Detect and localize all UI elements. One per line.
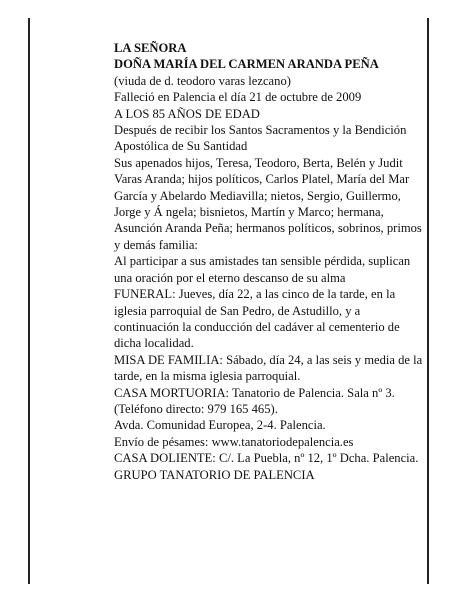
mourning-home-paragraph: CASA DOLIENTE: C/. La Puebla, nº 12, 1º Dcha. Palencia. <box>114 451 419 466</box>
family-mass-paragraph: MISA DE FAMILIA: Sábado, día 24, a las seis y media de la tarde, en la misma iglesia parroquial. <box>114 352 423 384</box>
notice-header-title: LA SEÑORA <box>114 41 187 55</box>
funeral-paragraph: FUNERAL: Jueves, día 22, a las cinco de la tarde, en la iglesia parroquial de San Pedro, de Astudillo, y a continuación la conducción del cadáver al cementerio de dicha localidad. <box>114 287 400 351</box>
left-border-rule <box>28 18 30 584</box>
condolences-line: Envío de pésames: www.tanatoriodepalencia.es <box>114 434 354 449</box>
address-line: Avda. Comunidad Europea, 2-4. Palencia. <box>114 418 326 433</box>
deceased-name: DOÑA MARÍA DEL CARMEN ARANDA PEÑA <box>114 57 379 72</box>
obituary-notice <box>114 40 426 483</box>
widow-of-line: (viuda de d. teodoro varas lezcano) <box>114 73 291 88</box>
death-date-line: Falleció en Palencia el día 21 de octubre de 2009 <box>114 90 362 105</box>
prayer-request-paragraph: Al participar a sus amistades tan sensible pérdida, suplican una oración por el eterno descanso de su alma <box>114 254 411 285</box>
family-paragraph: Sus apenados hijos, Teresa, Teodoro, Berta, Belén y Judit Varas Aranda; hijos políticos, Carlos Platel, María del Mar García y Abelardo Mediavilla; nietos, Sergio, Guillermo, Jorge y Á ngela; bisnietos, Martín y Marco; hermana, Asunción Aranda Peña; hermanos políticos, sobrinos, primos y demás familia: <box>114 155 422 252</box>
right-border-rule <box>427 18 429 584</box>
mortuary-paragraph: CASA MORTUORIA: Tanatorio de Palencia. Sala nº 3. (Teléfono directo: 979 165 465). <box>114 385 395 416</box>
sacraments-paragraph: Después de recibir los Santos Sacramentos y la Bendición Apostólica de Su Santidad <box>114 123 407 154</box>
age-line: A LOS 85 AÑOS DE EDAD <box>114 106 260 121</box>
footer-organization: GRUPO TANATORIO DE PALENCIA <box>114 467 315 482</box>
